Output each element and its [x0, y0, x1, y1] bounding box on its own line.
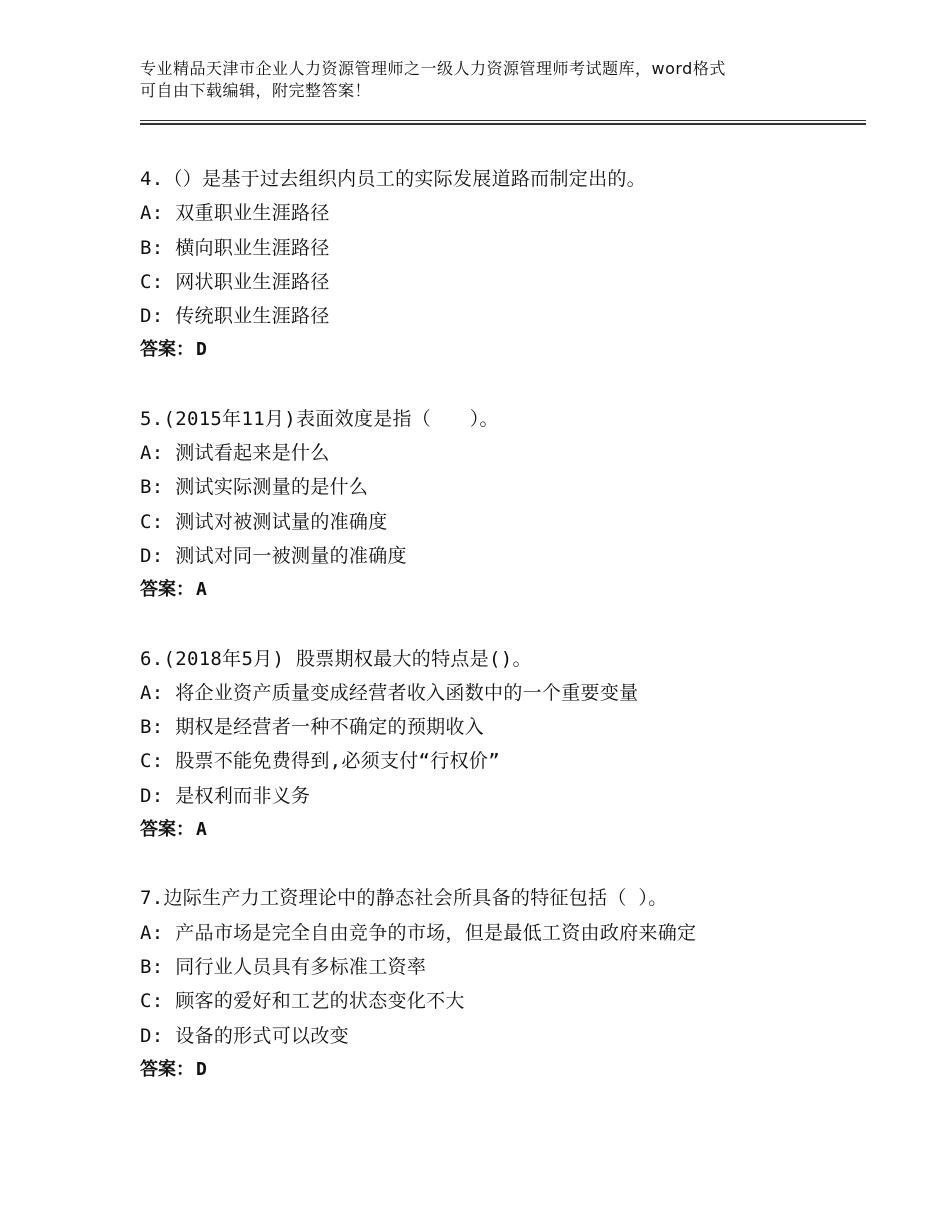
option-d: D: 测试对同一被测量的准确度 [140, 544, 407, 567]
answer-line [140, 333, 860, 367]
option-b: B: 同行业人员具有多标准工资率 [140, 955, 427, 978]
option-c: C: 顾客的爱好和工艺的状态变化不大 [140, 990, 465, 1013]
option-a: A: 双重职业生涯路径 [140, 202, 330, 225]
option-c: C: 测试对被测试量的准确度 [140, 510, 388, 533]
question-5 [140, 402, 860, 608]
answer-value: D [196, 339, 207, 361]
question-6 [140, 642, 860, 848]
option-b: B: 期权是经营者一种不确定的预期收入 [140, 716, 485, 739]
question-stem: 7.边际生产力工资理论中的静态社会所具备的特征包括（ ）。 [140, 887, 668, 910]
answer-line [140, 573, 860, 607]
answer-label: 答案： [140, 819, 194, 841]
header-title-line-1: 专业精品天津市企业人力资源管理师之一级人力资源管理师考试题库，word格式 [140, 59, 726, 78]
question-stem: 6.(2018年5月) 股票期权最大的特点是()。 [140, 647, 532, 670]
option-a: A: 将企业资产质量变成经营者收入函数中的一个重要变量 [140, 681, 639, 704]
option-d: D: 设备的形式可以改变 [140, 1024, 349, 1047]
answer-line [140, 1053, 860, 1087]
option-c: C: 股票不能免费得到,必须支付“行权价” [140, 750, 500, 773]
option-b: B: 横向职业生涯路径 [140, 236, 330, 259]
answer-label: 答案： [140, 579, 194, 601]
header-divider-top [140, 120, 866, 121]
option-a: A: 测试看起来是什么 [140, 442, 330, 465]
header-title-line-2: 可自由下载编辑，附完整答案！ [140, 81, 372, 100]
answer-value: A [196, 579, 207, 601]
question-stem: 4.（）是基于过去组织内员工的实际发展道路而制定出的。 [140, 168, 646, 190]
answer-label: 答案： [140, 339, 194, 361]
question-7 [140, 881, 860, 1087]
question-list [140, 162, 860, 1121]
answer-label: 答案： [140, 1058, 194, 1080]
option-c: C: 网状职业生涯路径 [140, 270, 330, 293]
answer-line [140, 813, 860, 847]
option-a: A: 产品市场是完全自由竞争的市场，但是最低工资由政府来确定 [140, 921, 697, 944]
document-header [140, 58, 840, 102]
question-stem: 5.(2015年11月)表面效度是指（ ）。 [140, 407, 499, 430]
option-d: D: 是权利而非义务 [140, 784, 311, 807]
question-4 [140, 162, 860, 368]
option-b: B: 测试实际测量的是什么 [140, 476, 369, 499]
option-d: D: 传统职业生涯路径 [140, 305, 330, 328]
answer-value: A [196, 819, 207, 841]
answer-value: D [196, 1058, 207, 1080]
header-divider-bottom [140, 123, 866, 125]
